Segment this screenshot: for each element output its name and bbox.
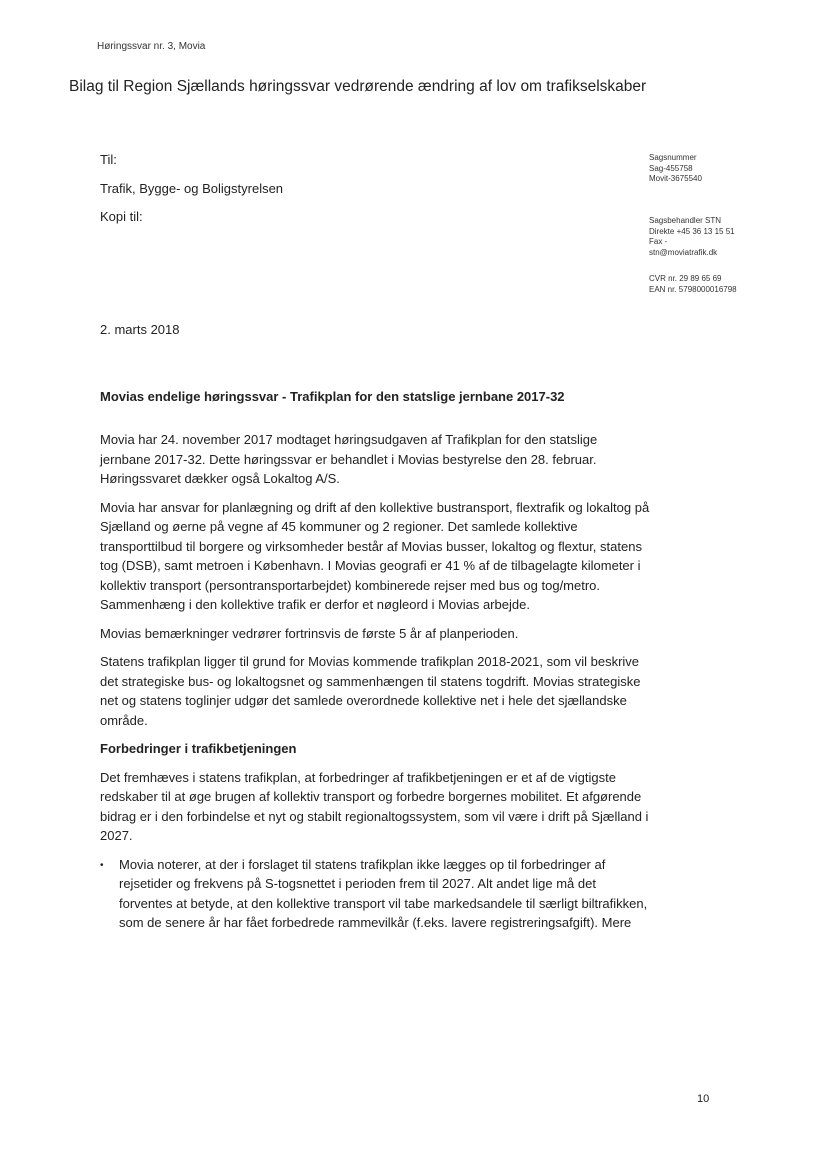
to-label: Til: (100, 152, 117, 167)
company-ids (649, 274, 737, 295)
document-reference: Høringssvar nr. 3, Movia (97, 41, 206, 52)
document-title: Bilag til Region Sjællands høringssvar vedrørende ændring af lov om trafikselskaber (69, 78, 647, 95)
letter-date: 2. marts 2018 (100, 322, 180, 337)
recipient: Trafik, Bygge- og Boligstyrelsen (100, 181, 284, 196)
paragraph: Movia har 24. november 2017 modtaget høringsudgaven af Trafikplan for den statslige jernbane 2017-32. Dette høringssvar er behandlet i Movias bestyrelse den 28. februar. Høringssvaret dækker også Lokaltog A/S. (100, 432, 598, 486)
email: stn@moviatrafik.dk (649, 247, 718, 257)
section-heading: Forbedringer i trafikbetjeningen (100, 741, 297, 756)
handler-info (649, 216, 735, 258)
bullet-item (100, 855, 650, 933)
paragraph: Movia har ansvar for planlægning og drift af den kollektive bustransport, flextrafik og lokaltog på Sjælland og øerne på vegne af 45 kommuner og 2 regioner. Det samlede kollektive transporttilbud til borgere og virksomheder består af Movias busser, lokaltog og flextur, statens tog (DSB), samt metroen i København. I Movias geografi er 41 % af de tilbagelagte kilometer i kollektiv transport (persontransportarbejdet) kombinerede rejser med bus og tog/metro. Sammenhæng i den kollektive trafik er derfor et nøgleord i Movias arbejde. (100, 499, 650, 612)
letter-subject: Movias endelige høringssvar - Trafikplan for den statslige jernbane 2017-32 (100, 389, 565, 404)
page-number: 10 (697, 1093, 710, 1105)
case-info (649, 153, 702, 185)
case-label: Sagsnummer (649, 153, 697, 162)
letter-body (100, 430, 650, 933)
handler: Sagsbehandler STN (649, 216, 722, 225)
paragraph: Movias bemærkninger vedrører fortrinsvis de første 5 år af planperioden. (100, 625, 519, 641)
bullet-text: Movia noterer, at der i forslaget til statens trafikplan ikke lægges op til forbedringer af rejsetider og frekvens på S-togsnettet i perioden frem til 2027. Alt andet lige må det forventes at betyde, at den kollektive transport vil tabe markedsandele til særligt biltrafikken, som de senere år har fået forbedrede rammevilkår (f.eks. lavere registreringsafgift). Mere (119, 856, 648, 930)
cc-label: Kopi til: (100, 209, 143, 224)
ean-number: EAN nr. 5798000016798 (649, 284, 737, 294)
movit-number: Movit-3675540 (649, 174, 702, 183)
bullet-icon: • (100, 859, 104, 871)
paragraph: Det fremhæves i statens trafikplan, at forbedringer af trafikbetjeningen er et af de vigtigste redskaber til at øge brugen af kollektiv transport og forbedre borgernes mobilitet. Et afgørende bidrag er i den forbindelse et nyt og stabilt regionaltogssystem, som vil være i drift på Sjælland i 2027. (100, 769, 649, 843)
case-number: Sag-455758 (649, 163, 693, 173)
fax: Fax - (649, 237, 668, 246)
paragraph: Statens trafikplan ligger til grund for Movias kommende trafikplan 2018-2021, som vil beskrive det strategiske bus- og lokaltogsnet og sammenhængen til statens togdrift. Movias strategiske net og statens toglinjer udgør det samlede overordnede kollektive net i hele det sjællandske område. (100, 654, 641, 728)
direct-phone: Direkte +45 36 13 15 51 (649, 226, 735, 236)
cvr-number: CVR nr. 29 89 65 69 (649, 274, 722, 283)
